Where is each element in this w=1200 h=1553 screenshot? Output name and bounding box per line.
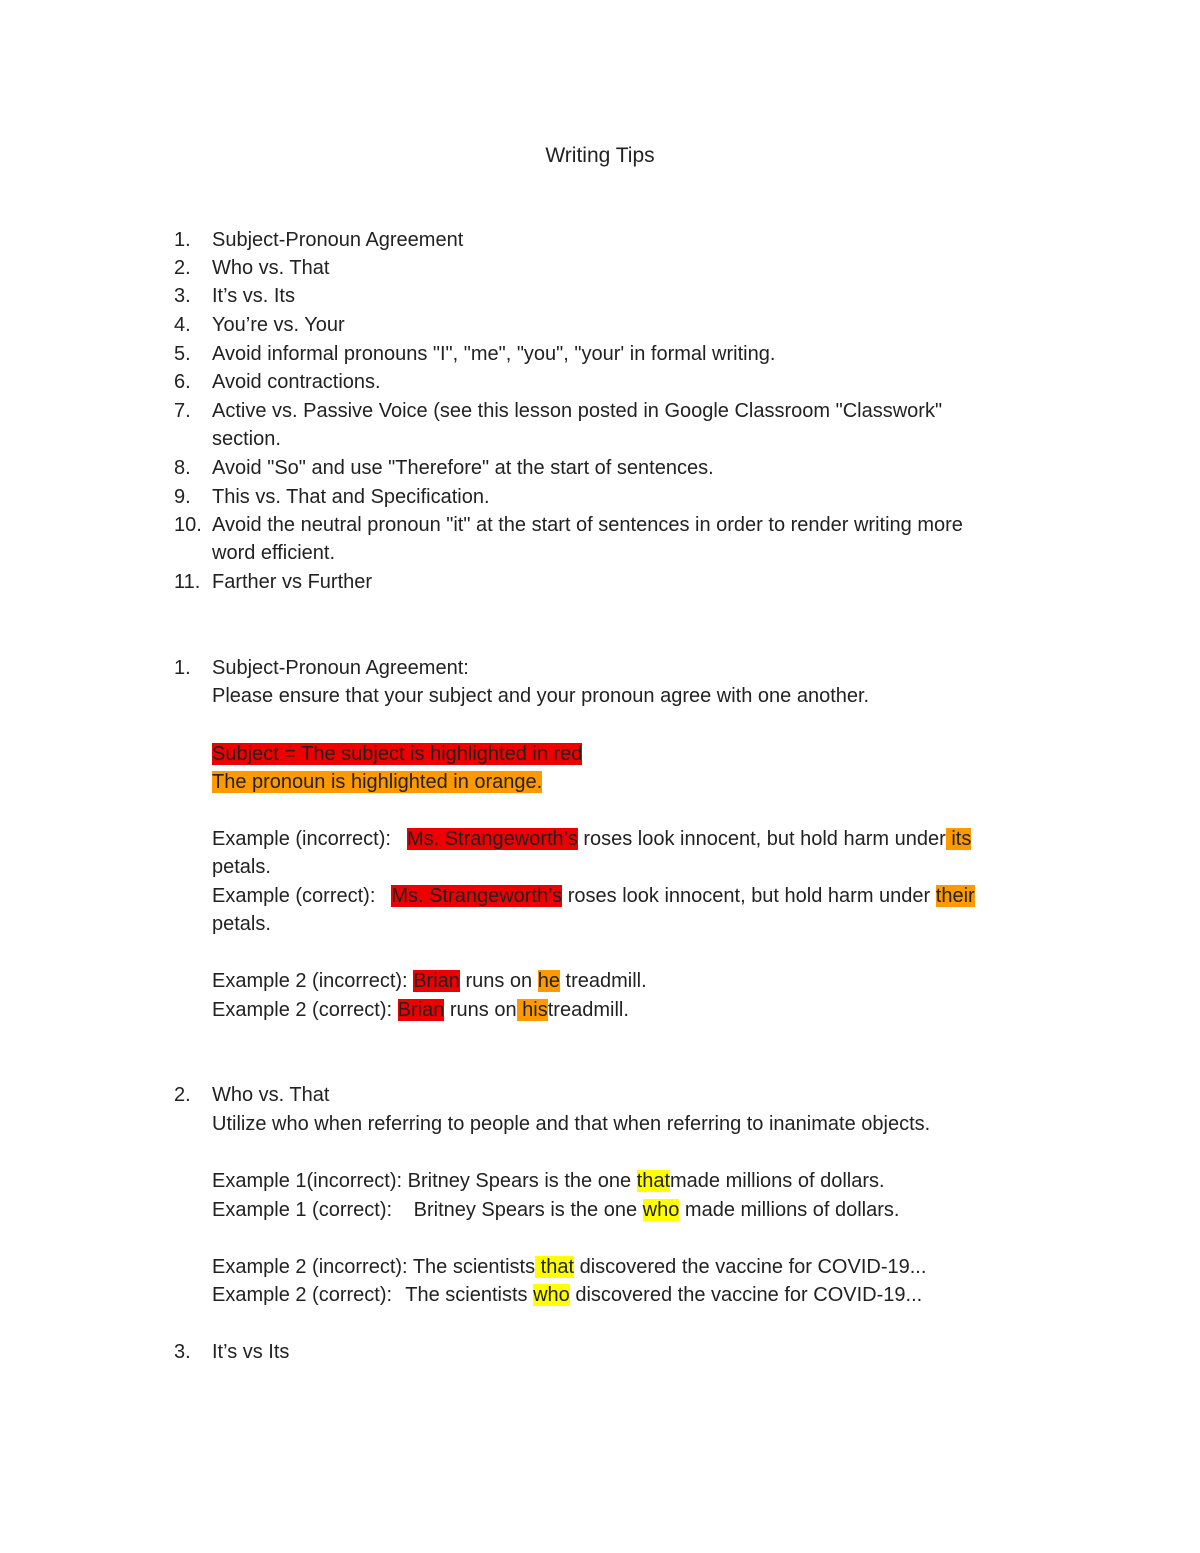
toc-item: This vs. That and Specification. [212,486,490,508]
toc-number: 8. [174,457,191,479]
toc-item-continuation: word efficient. [212,542,336,564]
toc-number: 6. [174,371,191,393]
subject-highlight: Subject = The subject is highlighted in red [212,743,583,765]
section-number: 2. [174,1084,191,1106]
toc-item: Avoid the neutral pronoun "it" at the start of sentences in order to render writing more [212,514,963,536]
section-number: 1. [174,657,191,679]
toc-number: 7. [174,400,191,422]
toc-number: 1. [174,229,191,251]
example-text: runs on [465,970,533,992]
section-intro: Please ensure that your subject and your pronoun agree with one another. [212,685,870,707]
example-label: Example 2 (incorrect): [212,970,408,992]
pronoun-highlight: its [946,828,972,850]
example-line [212,1196,899,1224]
toc-number: 3. [174,285,191,307]
example-text: Britney Spears is the one [413,1199,638,1221]
example-label: Example 2 (correct): [212,1284,393,1306]
example-text: The scientists [412,1256,536,1278]
toc-number: 5. [174,343,191,365]
example-line [212,1253,926,1281]
example-label: Example 1(incorrect): [212,1170,403,1192]
toc-number: 11. [174,571,201,593]
example-text: treadmill. [565,970,647,992]
toc-item: Who vs. That [212,257,330,279]
toc-number: 2. [174,257,191,279]
example-line-continuation: petals. [212,856,271,878]
example-label: Example 2 (correct): [212,999,393,1021]
word-highlight: that [636,1170,671,1192]
toc-item-continuation: section. [212,428,281,450]
example-line [212,825,971,853]
section-heading: Who vs. That [212,1084,330,1106]
pronoun-highlight: The pronoun is highlighted in orange. [212,771,543,793]
toc-item: Active vs. Passive Voice (see this lesson posted in Google Classroom "Classwork" [212,400,943,422]
example-text: discovered the vaccine for COVID-19... [579,1256,927,1278]
section-number: 3. [174,1341,191,1363]
example-text: roses look innocent, but hold harm under [567,885,931,907]
toc-item: Avoid informal pronouns "I", "me", "you", "your' in formal writing. [212,343,776,365]
subject-highlight: Brian [413,970,460,992]
legend-subject [212,740,582,768]
example-text: runs on [449,999,517,1021]
word-highlight: who [533,1284,570,1306]
example-text: Britney Spears is the one [407,1170,632,1192]
toc-number: 10. [174,514,202,536]
example-text: made millions of dollars. [684,1199,900,1221]
example-text: roses look innocent, but hold harm under [583,828,946,850]
section-heading: Subject-Pronoun Agreement: [212,657,469,679]
example-line [212,1167,885,1195]
example-label: Example (correct): [212,885,376,907]
subject-highlight: Ms. Strangeworth’s [391,885,563,907]
pronoun-highlight: their [935,885,975,907]
example-line-continuation: petals. [212,913,271,935]
example-text: made millions of dollars. [670,1170,885,1192]
subject-highlight: Ms. Strangeworth’s [406,828,578,850]
example-label: Example (incorrect): [212,828,391,850]
example-line [212,967,647,995]
toc-number: 4. [174,314,191,336]
toc-item: Farther vs Further [212,571,373,593]
example-text: The scientists [405,1284,528,1306]
toc-item: Subject-Pronoun Agreement [212,229,464,251]
toc-item: Avoid "So" and use "Therefore" at the start of sentences. [212,457,714,479]
page-title: Writing Tips [545,144,655,167]
word-highlight: who [642,1199,680,1221]
toc-item: Avoid contractions. [212,371,381,393]
word-highlight: that [535,1256,574,1278]
example-label: Example 1 (correct): [212,1199,393,1221]
toc-number: 9. [174,486,191,508]
legend-pronoun [212,768,542,796]
subject-highlight: Brian [397,999,445,1021]
toc-item: It’s vs. Its [212,285,295,307]
example-line [212,1281,922,1309]
example-text: treadmill. [547,999,629,1021]
pronoun-highlight: he [537,970,560,992]
example-line [212,882,975,910]
toc-item: You’re vs. Your [212,314,345,336]
example-label: Example 2 (incorrect): [212,1256,408,1278]
example-line [212,996,629,1024]
section-intro: Utilize who when referring to people and that when referring to inanimate objects. [212,1113,931,1135]
section-heading: It’s vs Its [212,1341,290,1363]
pronoun-highlight: his [517,999,548,1021]
example-text: discovered the vaccine for COVID-19... [575,1284,923,1306]
